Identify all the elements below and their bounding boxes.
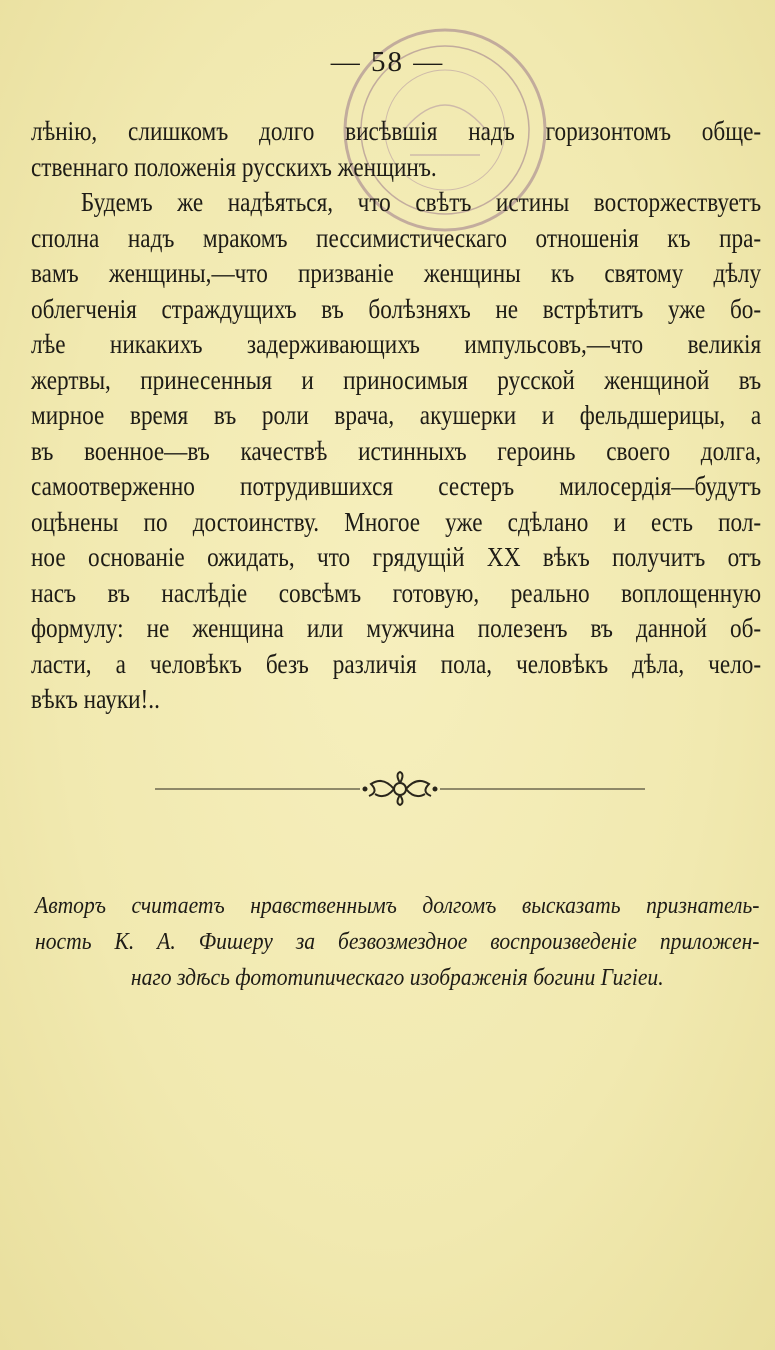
text-line: формулу: не женщина или мужчина полезенъ въ данной об-	[31, 613, 762, 643]
text-line: ласти, а человѣкъ безъ различія пола, человѣкъ дѣла, чело-	[31, 648, 762, 679]
text-line: вамъ женщины,—что призваніе женщины къ святому дѣлу	[31, 258, 762, 288]
ornament-divider-icon	[155, 770, 645, 806]
text-line: жертвы, принесенныя и приносимыя русской женщиной въ	[31, 364, 762, 395]
text-line: лѣнію, слишкомъ долго висѣвшія надъ горизонтомъ обще-	[31, 116, 762, 146]
text-line: лѣе никакихъ задерживающихъ импульсовъ,—что великія	[31, 329, 762, 359]
text-line: мирное время въ роли врача, акушерки и фельдшерицы, а	[31, 400, 762, 430]
text-line: облегченія страждущихъ въ болѣзняхъ не встрѣтитъ уже бо-	[31, 293, 762, 324]
text-line: въ военное—въ качествѣ истинныхъ героинь своего долга,	[31, 435, 762, 466]
text-line: вѣкъ науки!..	[31, 684, 160, 714]
footnote-line: ность К. А. Фишеру за безвозмездное воспроизведеніе приложен-	[35, 929, 760, 955]
text-line: Будемъ же надѣяться, что свѣтъ истины восторжествуетъ	[80, 187, 762, 217]
footnote	[35, 888, 765, 996]
text-line: насъ въ наслѣдіе совсѣмъ готовую, реально воплощенную	[31, 577, 762, 608]
text-line: сполна надъ мракомъ пессимистическаго отношенія къ пра-	[31, 222, 762, 253]
body-text	[31, 114, 761, 718]
text-line: ное основаніе ожидать, что грядущій XX вѣкъ получитъ отъ	[31, 542, 762, 572]
text-line: самоотверженно потрудившихся сестеръ милосердія—будутъ	[31, 471, 762, 501]
footnote-line: Авторъ считаетъ нравственнымъ долгомъ высказать признатель-	[35, 893, 760, 919]
page-number: — 58 —	[330, 46, 445, 78]
footnote-line: наго здѣсь фототипическаго изображенія богини Гигіеи.	[130, 965, 664, 991]
text-line: оцѣнены по достоинству. Многое уже сдѣлано и есть пол-	[31, 506, 762, 537]
text-line: ственнаго положенія русскихъ женщинъ.	[31, 151, 437, 182]
